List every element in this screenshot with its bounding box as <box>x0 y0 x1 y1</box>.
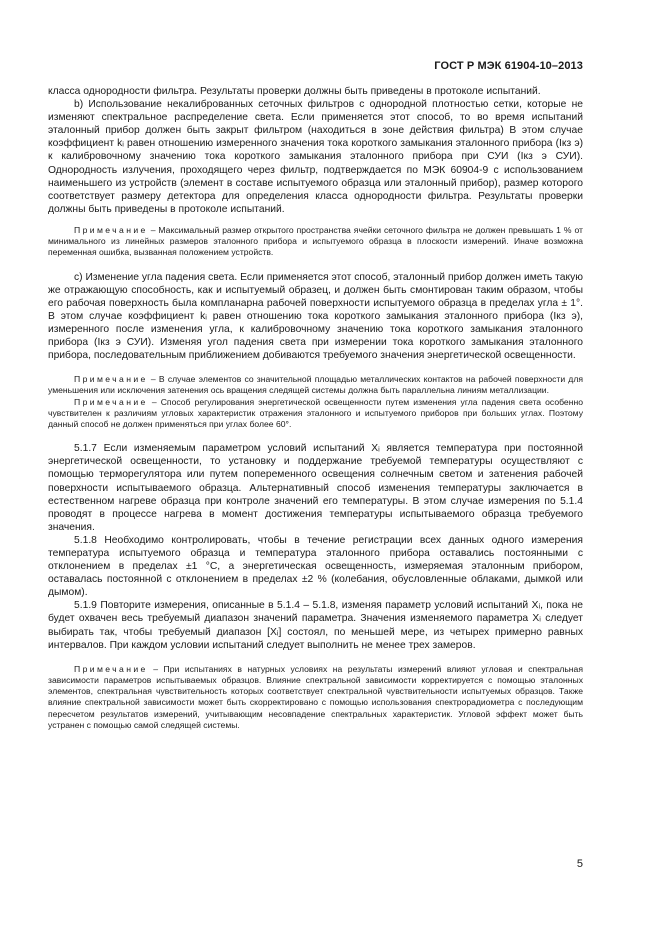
note-text: – Максимальный размер открытого пространства ячейки сеточного фильтра не должен превышать 1 % от минимального из линейных размеров эталонного прибора и испытуемого образца в плоскости измерений. Иначе возможна переменная ошибка, вызванная положением устройств. <box>48 224 583 258</box>
note-label: Примечание <box>74 224 148 235</box>
document-header: ГОСТ Р МЭК 61904-10–2013 <box>434 60 583 72</box>
paragraph-item-b: b) Использование некалиброванных сеточных фильтров с однородной плотностью сетки, которые не изменяют спектральное распределение света. Если применяется этот способ, то во время испытаний эталонный прибор должен быть закрыт фильтром (находиться в зоне действия фильтра) В этом случае коэффициент kᵢ равен отношению измеренного значения тока короткого замыкания эталонного прибора (Iкз э) к калибровочному значению тока короткого замыкания эталонного прибора при СУИ (Iкз э СУИ). Однородность излучения, проходящего через фильтр, подтверждается по МЭК 60904-9 с использованием наименьшего из устройств (элемент в составе испытуемого образца или эталонный прибор), размер которого соответствует размеру детектора для определения класса однородности фильтра. Результаты проверки должны быть приведены в протоколе испытаний. <box>48 99 583 215</box>
paragraph-5-1-9: 5.1.9 Повторите измерения, описанные в 5.1.4 – 5.1.8, изменяя параметр условий испытаний Xᵢ, пока не будет охвачен весь требуемый диапазон значений параметра. Значения изменяемого параметра Xᵢ следует выбирать так, чтобы требуемый диапазон [Xᵢ] состоял, по меньшей мере, из четырех примерно равных интервалов. При каждом условии испытаний следует выполнить не менее трех замеров. <box>48 600 583 651</box>
note-label: Примечание <box>74 374 148 385</box>
note-label: Примечание <box>74 396 148 407</box>
paragraph-filter-class-continued: класса однородности фильтра. Результаты проверки должны быть приведены в протоколе испытаний. <box>48 86 541 97</box>
page-number: 5 <box>576 858 583 870</box>
note-text: – Способ регулирования энергетической освещенности путем изменения угла падения света особенно чувствителен к различиям угловых характеристик отражения эталонного и испытуемого приборов при больших углах. Поэтому данный способ не должен применяться при углах более 60°. <box>48 396 583 430</box>
paragraph-5-1-8: 5.1.8 Необходимо контролировать, чтобы в течение регистрации всех данных одного измерения температура испытуемого образца и температура эталонного прибора оставались постоянными с отклонением в пределах ±1 °С, а энергетическая освещенность, измеряемая эталонным прибором, оставалась постоянной с отклонением в пределах ±2 % (колебания, обусловленные облаками, дымкой или дымом). <box>48 534 583 599</box>
paragraph-item-c: c) Изменение угла падения света. Если применяется этот способ, эталонный прибор должен иметь такую же отражающую способность, как и испытуемый образец, и должен быть смонтирован таким образом, чтобы его рабочая поверхность была компланарна рабочей поверхности испытуемого образца в пределах угла ± 1°. В этом случае коэффициент kᵢ равен отношению тока короткого замыкания эталонного прибора (Iкз э), измеренного после изменения угла, к калибровочному значению тока короткого замыкания эталонного прибора (Iкз э СУИ). Изменяя угол падения света при измерении тока короткого замыкания эталонного прибора, последовательным приближением добиваются требуемого значения энергетической освещенности. <box>48 271 583 362</box>
paragraph-5-1-7: 5.1.7 Если изменяемым параметром условий испытаний Xᵢ является температура при постоянной энергетической освещенности, то установку и поддержание требуемой температуры осуществляют с помощью терморегулятора или путем попеременного освещения солнечным светом и затенения рабочей поверхности испытываемого образца. Альтернативный способ изменения температуры заключается в естественном нагреве образца при контроле значений его температуры. В этом случае измерения по 5.1.4 проводят в процессе нагрева в момент достижения температуры испытываемого образца требуемого значения. <box>48 443 583 533</box>
note-mesh-filter <box>48 225 583 259</box>
note-text: – При испытаниях в натурных условиях на результаты измерений влияют угловая и спектральная зависимости параметров испытываемых образцов. Влияние спектральной зависимости корректируется с помощью эталонных элементов, спектральная чувствительность которых соответствует спектральной чувствительности испытуемых образцов. Также влияние спектральной зависимости может быть скорректировано с помощью использования спектрорадиометра с последующим пересчетом результатов измерений, учитывающим несовпадение спектральных характеристик. Угловой эффект может быть устранен с помощью самой следящей системы. <box>48 663 583 730</box>
document-body <box>48 85 583 731</box>
note-metallization <box>48 374 583 396</box>
note-field-conditions <box>48 664 583 731</box>
note-text: – В случае элементов со значительной площадью металлических контактов на рабочей поверхности для уменьшения или исключения затенения ось вращения следящей системы должна быть параллельна линиям металлизации. <box>48 374 583 396</box>
note-angle-method <box>48 397 583 431</box>
note-label: Примечание <box>74 663 148 674</box>
